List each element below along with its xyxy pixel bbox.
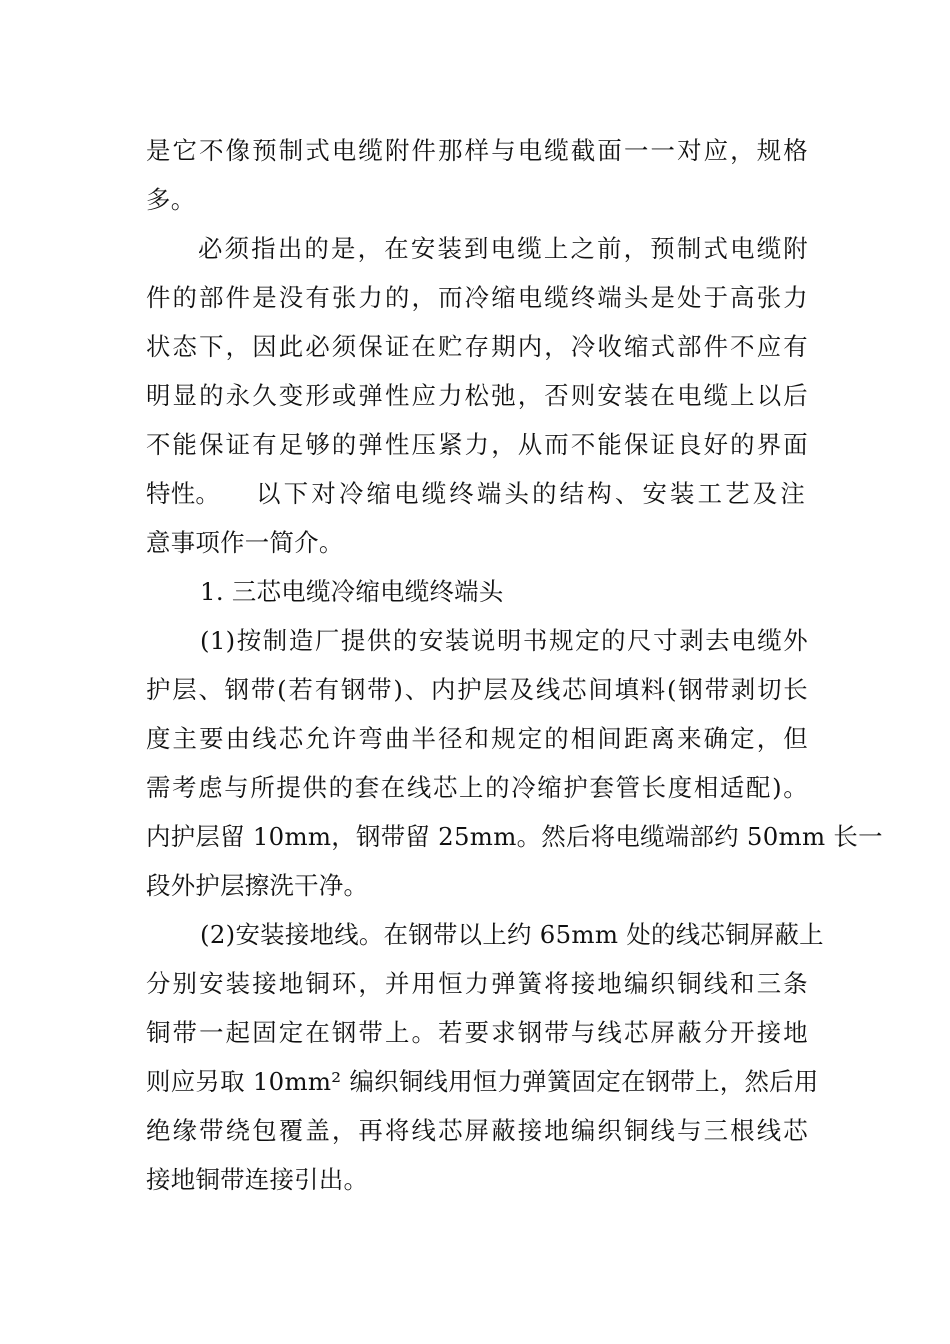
text-line: 是它不像预制式电缆附件那样与电缆截面一一对应，规格 bbox=[146, 136, 808, 165]
text-fragment: 特性。 bbox=[146, 479, 221, 508]
text-line: 分别安装接地铜环，并用恒力弹簧将接地编织铜线和三条 bbox=[146, 969, 808, 998]
heading-text: 1. 三芯电缆冷缩电缆终端头 bbox=[200, 577, 504, 606]
text-line: (1)按制造厂提供的安装说明书规定的尺寸剥去电缆外 bbox=[200, 626, 808, 655]
text-line: 明显的永久变形或弹性应力松弛，否则安装在电缆上以后 bbox=[146, 381, 808, 410]
paragraph-storage-note bbox=[146, 224, 808, 567]
text-line: 不能保证有足够的弹性压紧力，从而不能保证良好的界面 bbox=[146, 430, 808, 459]
text-line: 绝缘带绕包覆盖，再将线芯屏蔽接地编织铜线与三根线芯 bbox=[146, 1116, 808, 1145]
text-line: 接地铜带连接引出。 bbox=[146, 1165, 369, 1194]
paragraph-continuation bbox=[146, 126, 808, 224]
section-heading bbox=[146, 567, 808, 616]
text-line: 需考虑与所提供的套在线芯上的冷缩护套管长度相适配)。 bbox=[146, 773, 808, 802]
text-line bbox=[146, 469, 808, 518]
text-fragment: 以下对冷缩电缆终端头的结构、安装工艺及注 bbox=[256, 479, 808, 508]
text-line: 必须指出的是，在安装到电缆上之前，预制式电缆附 bbox=[198, 234, 808, 263]
text-line: 护层、钢带(若有钢带)、内护层及线芯间填料(钢带剥切长 bbox=[146, 675, 808, 704]
text-line: (2)安装接地线。在钢带以上约 65mm 处的线芯铜屏蔽上 bbox=[200, 920, 824, 949]
text-line: 多。 bbox=[146, 185, 196, 214]
paragraph-step-2 bbox=[146, 910, 824, 1204]
text-line: 度主要由线芯允许弯曲半径和规定的相间距离来确定，但 bbox=[146, 724, 808, 753]
text-line: 状态下，因此必须保证在贮存期内，冷收缩式部件不应有 bbox=[146, 332, 808, 361]
text-line: 意事项作一简介。 bbox=[146, 528, 344, 557]
text-line: 件的部件是没有张力的，而冷缩电缆终端头是处于高张力 bbox=[146, 283, 808, 312]
text-line: 段外护层擦洗干净。 bbox=[146, 871, 369, 900]
paragraph-step-1 bbox=[146, 616, 883, 910]
document-body bbox=[146, 126, 883, 1204]
text-line: 内护层留 10mm，钢带留 25mm。然后将电缆端部约 50mm 长一 bbox=[146, 822, 883, 851]
text-line: 铜带一起固定在钢带上。若要求钢带与线芯屏蔽分开接地 bbox=[146, 1018, 808, 1047]
text-line: 则应另取 10mm² 编织铜线用恒力弹簧固定在钢带上，然后用 bbox=[146, 1067, 819, 1096]
